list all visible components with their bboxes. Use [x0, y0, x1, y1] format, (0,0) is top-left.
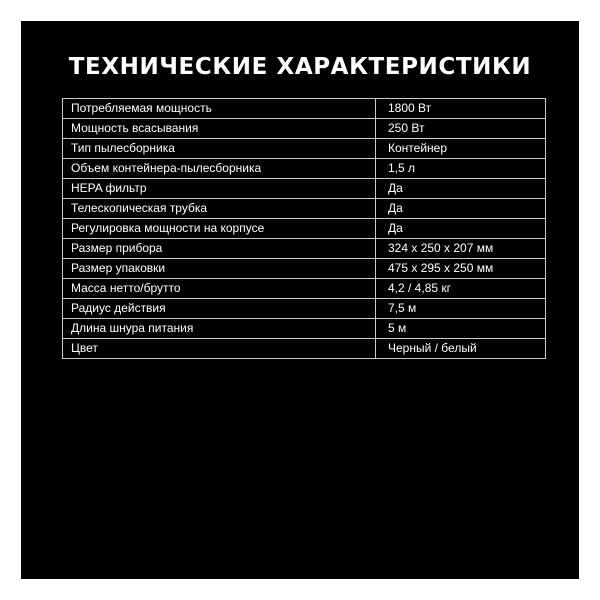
spec-value: 250 Вт [376, 119, 546, 139]
spec-value: 475 x 295 x 250 мм [376, 259, 546, 279]
table-row [63, 139, 546, 159]
spec-name: Размер упаковки [63, 259, 376, 279]
spec-name: Длина шнура питания [63, 319, 376, 339]
spec-value: 7,5 м [376, 299, 546, 319]
spec-name: Цвет [63, 339, 376, 359]
spec-table [62, 98, 546, 359]
spec-value: 1,5 л [376, 159, 546, 179]
spec-value: Да [376, 199, 546, 219]
spec-name: Потребляемая мощность [63, 99, 376, 119]
spec-value: 1800 Вт [376, 99, 546, 119]
table-row [63, 299, 546, 319]
table-row [63, 319, 546, 339]
spec-value: Да [376, 219, 546, 239]
spec-value: Контейнер [376, 139, 546, 159]
spec-name: Мощность всасывания [63, 119, 376, 139]
table-row [63, 119, 546, 139]
spec-name: HEPA фильтр [63, 179, 376, 199]
table-row [63, 339, 546, 359]
spec-name: Масса нетто/брутто [63, 279, 376, 299]
spec-name: Размер прибора [63, 239, 376, 259]
table-row [63, 279, 546, 299]
spec-name: Тип пылесборника [63, 139, 376, 159]
spec-value: Да [376, 179, 546, 199]
spec-name: Регулировка мощности на корпусе [63, 219, 376, 239]
spec-value: 4,2 / 4,85 кг [376, 279, 546, 299]
spec-value: 5 м [376, 319, 546, 339]
table-row [63, 159, 546, 179]
table-row [63, 239, 546, 259]
table-row [63, 199, 546, 219]
table-row [63, 99, 546, 119]
spec-name: Объем контейнера-пылесборника [63, 159, 376, 179]
spec-value: 324 x 250 x 207 мм [376, 239, 546, 259]
table-row [63, 179, 546, 199]
spec-value: Черный / белый [376, 339, 546, 359]
table-row [63, 259, 546, 279]
table-row [63, 219, 546, 239]
spec-name: Телескопическая трубка [63, 199, 376, 219]
page-title: ТЕХНИЧЕСКИЕ ХАРАКТЕРИСТИКИ [68, 54, 532, 80]
spec-name: Радиус действия [63, 299, 376, 319]
